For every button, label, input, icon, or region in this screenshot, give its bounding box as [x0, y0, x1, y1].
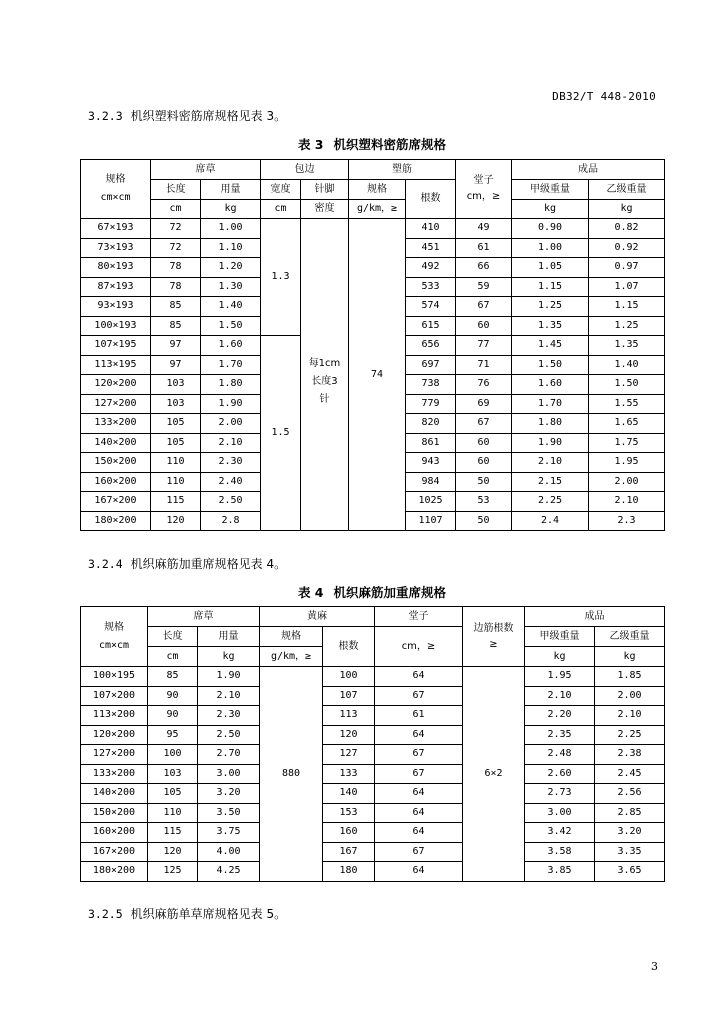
- cell-yi: 1.15: [589, 297, 665, 317]
- cell-spec: 140×200: [81, 433, 151, 453]
- cell-jia: 1.80: [512, 414, 589, 434]
- cell-spec: 150×200: [81, 453, 151, 473]
- cell-gen: 410: [406, 219, 456, 239]
- table3-unit-width: cm: [261, 200, 301, 219]
- cell-tangzi: 60: [456, 316, 512, 336]
- cell-yi: 1.40: [589, 355, 665, 375]
- cell-width-merged: 1.3: [261, 219, 301, 336]
- cell-length: 103: [148, 764, 198, 784]
- table3-caption-label: 表 3: [297, 137, 324, 152]
- table4-unit-guige: g/km，≥: [260, 647, 323, 667]
- cell-usage: 1.30: [201, 277, 261, 297]
- table3-header-spec: [81, 160, 151, 219]
- table4-header-xicao: 席草: [148, 607, 260, 627]
- cell-length: 115: [151, 492, 201, 512]
- cell-jia: 1.70: [512, 394, 589, 414]
- cell-gen: 113: [323, 706, 375, 726]
- cell-spec: 120×200: [81, 725, 148, 745]
- cell-length: 103: [151, 394, 201, 414]
- table4-header-chengpin: 成品: [525, 607, 665, 627]
- cell-length: 110: [151, 453, 201, 473]
- cell-jia: 1.95: [525, 667, 595, 687]
- cell-gen: 820: [406, 414, 456, 434]
- table3-header-jia: 甲级重量: [512, 180, 589, 200]
- cell-yi: 2.56: [595, 784, 665, 804]
- table3-unit-guige: g/km，≥: [349, 200, 406, 219]
- cell-usage: 1.90: [198, 667, 260, 687]
- cell-tangzi: 71: [456, 355, 512, 375]
- cell-spec: 93×193: [81, 297, 151, 317]
- cell-jia: 1.45: [512, 336, 589, 356]
- cell-tangzi: 69: [456, 394, 512, 414]
- section-text: 机织麻筋单草席规格见表 5。: [130, 907, 287, 921]
- cell-gen: 697: [406, 355, 456, 375]
- cell-tangzi: 50: [456, 472, 512, 492]
- cell-jia: 1.25: [512, 297, 589, 317]
- cell-spec: 133×200: [81, 414, 151, 434]
- document-code: DB32/T 448-2010: [552, 90, 656, 103]
- cell-length: 85: [151, 316, 201, 336]
- table3-header-usage: 用量: [201, 180, 261, 200]
- cell-tangzi: 67: [375, 745, 463, 765]
- cell-gen: 656: [406, 336, 456, 356]
- cell-tangzi: 67: [456, 414, 512, 434]
- cell-tangzi: 66: [456, 258, 512, 278]
- cell-usage: 1.00: [201, 219, 261, 239]
- cell-jia: 1.35: [512, 316, 589, 336]
- cell-length: 97: [151, 355, 201, 375]
- cell-yi: 2.10: [595, 706, 665, 726]
- cell-length: 105: [148, 784, 198, 804]
- cell-guige-merged: 880: [260, 667, 323, 882]
- cell-jia: 1.90: [512, 433, 589, 453]
- cell-yi: 1.95: [589, 453, 665, 473]
- cell-length: 78: [151, 258, 201, 278]
- stitch-text: [301, 355, 348, 409]
- section-number: 3.2.4: [88, 557, 123, 571]
- cell-tangzi: 67: [375, 842, 463, 862]
- table3-unit-usage: kg: [201, 200, 261, 219]
- cell-gen: 107: [323, 686, 375, 706]
- cell-length: 78: [151, 277, 201, 297]
- table3-header-xicao: 席草: [151, 160, 261, 180]
- header-unit: cm×cm: [98, 639, 130, 651]
- cell-gen: 140: [323, 784, 375, 804]
- stitch-line: 每1cm: [308, 357, 341, 369]
- cell-jia: 2.4: [512, 511, 589, 531]
- cell-gen: 574: [406, 297, 456, 317]
- cell-jia: 2.73: [525, 784, 595, 804]
- cell-tangzi: 60: [456, 433, 512, 453]
- stitch-line: 针: [319, 393, 330, 405]
- cell-jia: 2.15: [512, 472, 589, 492]
- cell-gen: 1107: [406, 511, 456, 531]
- cell-jia: 3.85: [525, 862, 595, 882]
- table4-header-jia: 甲级重量: [525, 627, 595, 647]
- cell-spec: 127×200: [81, 745, 148, 765]
- cell-jia: 1.05: [512, 258, 589, 278]
- cell-spec: 100×195: [81, 667, 148, 687]
- cell-gen: 153: [323, 803, 375, 823]
- cell-spec: 113×200: [81, 706, 148, 726]
- cell-yi: 0.92: [589, 238, 665, 258]
- cell-jia: 1.50: [512, 355, 589, 375]
- header-unit: cm×cm: [100, 192, 131, 203]
- cell-jia: 1.00: [512, 238, 589, 258]
- cell-yi: 2.00: [595, 686, 665, 706]
- table3-header-baobian: 包边: [261, 160, 349, 180]
- cell-usage: 1.10: [201, 238, 261, 258]
- section-3-2-5: [88, 905, 286, 922]
- cell-tangzi: 67: [375, 764, 463, 784]
- table4-caption-title: 机织麻筋加重席规格: [333, 585, 447, 600]
- cell-tangzi: 77: [456, 336, 512, 356]
- cell-tangzi: 64: [375, 862, 463, 882]
- cell-length: 95: [148, 725, 198, 745]
- cell-tangzi: 53: [456, 492, 512, 512]
- cell-stitch-merged: [301, 219, 349, 531]
- table-row: [81, 667, 665, 687]
- header-label: 堂子: [473, 175, 494, 186]
- cell-jia: 2.10: [525, 686, 595, 706]
- table3-header-width: 宽度: [261, 180, 301, 200]
- cell-yi: 2.00: [589, 472, 665, 492]
- cell-bianjin-merged: 6×2: [463, 667, 525, 882]
- table4-header-huangma: 黄麻: [260, 607, 375, 627]
- table4-caption: [80, 583, 664, 601]
- cell-usage: 1.50: [201, 316, 261, 336]
- cell-spec: 80×193: [81, 258, 151, 278]
- cell-yi: 1.55: [589, 394, 665, 414]
- table3-header-chengpin: 成品: [512, 160, 665, 180]
- header-label: 边筋根数: [473, 622, 514, 634]
- table-row: [81, 764, 665, 784]
- cell-usage: 2.10: [198, 686, 260, 706]
- cell-spec: 167×200: [81, 842, 148, 862]
- table4-header-guige: 规格: [260, 627, 323, 647]
- section-text: 机织塑料密筋席规格见表 3。: [130, 109, 287, 123]
- cell-usage: 4.25: [198, 862, 260, 882]
- cell-length: 90: [148, 686, 198, 706]
- cell-length: 125: [148, 862, 198, 882]
- cell-length: 105: [151, 433, 201, 453]
- cell-spec: 67×193: [81, 219, 151, 239]
- section-text: 机织麻筋加重席规格见表 4。: [130, 557, 287, 571]
- cell-length: 100: [148, 745, 198, 765]
- page-number: 3: [651, 960, 658, 973]
- cell-usage: 2.8: [201, 511, 261, 531]
- cell-tangzi: 50: [456, 511, 512, 531]
- cell-yi: 3.65: [595, 862, 665, 882]
- cell-length: 110: [151, 472, 201, 492]
- cell-tangzi: 67: [375, 686, 463, 706]
- table3-header-tangzi: [456, 160, 512, 219]
- cell-tangzi: 64: [375, 803, 463, 823]
- cell-usage: 2.50: [201, 492, 261, 512]
- cell-length: 105: [151, 414, 201, 434]
- cell-gen: 167: [323, 842, 375, 862]
- cell-yi: 0.97: [589, 258, 665, 278]
- cell-yi: 2.85: [595, 803, 665, 823]
- cell-tangzi: 64: [375, 784, 463, 804]
- table4-header-bianjin: [463, 607, 525, 667]
- table3-header-yi: 乙级重量: [589, 180, 665, 200]
- cell-length: 120: [151, 511, 201, 531]
- table4-header-length: 长度: [148, 627, 198, 647]
- section-3-2-4: [88, 555, 286, 572]
- section-number: 3.2.5: [88, 907, 123, 921]
- cell-length: 85: [151, 297, 201, 317]
- cell-gen: 533: [406, 277, 456, 297]
- cell-spec: 107×195: [81, 336, 151, 356]
- cell-spec: 150×200: [81, 803, 148, 823]
- table4-header-spec: [81, 607, 148, 667]
- table3-unit-length: cm: [151, 200, 201, 219]
- section-number: 3.2.3: [88, 109, 123, 123]
- cell-gen: 160: [323, 823, 375, 843]
- cell-spec: 100×193: [81, 316, 151, 336]
- cell-yi: 2.38: [595, 745, 665, 765]
- cell-spec: 180×200: [81, 511, 151, 531]
- cell-length: 72: [151, 238, 201, 258]
- cell-spec: 113×195: [81, 355, 151, 375]
- cell-yi: 1.07: [589, 277, 665, 297]
- cell-spec: 180×200: [81, 862, 148, 882]
- table-row: [81, 745, 665, 765]
- cell-length: 72: [151, 219, 201, 239]
- cell-tangzi: 64: [375, 823, 463, 843]
- cell-spec: 127×200: [81, 394, 151, 414]
- cell-yi: 1.75: [589, 433, 665, 453]
- table3-unit-jia: kg: [512, 200, 589, 219]
- header-label: 规格: [104, 621, 124, 633]
- table3-header-stitch: 针脚: [301, 180, 349, 200]
- cell-gen: 738: [406, 375, 456, 395]
- cell-jia: 3.00: [525, 803, 595, 823]
- table-row: [81, 725, 665, 745]
- table3-header-gen: 根数: [406, 180, 456, 219]
- cell-spec: 87×193: [81, 277, 151, 297]
- cell-gen: 120: [323, 725, 375, 745]
- cell-gen: 492: [406, 258, 456, 278]
- table3-header-sujin: 塑筋: [349, 160, 456, 180]
- cell-yi: 2.3: [589, 511, 665, 531]
- cell-spec: 107×200: [81, 686, 148, 706]
- cell-guige-merged: 74: [349, 219, 406, 531]
- table-row: [81, 862, 665, 882]
- cell-width-merged: 1.5: [261, 336, 301, 531]
- table4-header-tangzi: 堂子: [375, 607, 463, 627]
- cell-gen: 451: [406, 238, 456, 258]
- header-label: 规格: [105, 174, 126, 185]
- cell-jia: 2.35: [525, 725, 595, 745]
- table3-header-guige: 规格: [349, 180, 406, 200]
- cell-yi: 2.25: [595, 725, 665, 745]
- cell-yi: 1.65: [589, 414, 665, 434]
- table4-unit-length: cm: [148, 647, 198, 667]
- cell-tangzi: 61: [456, 238, 512, 258]
- table-row: [81, 823, 665, 843]
- table-row: [81, 842, 665, 862]
- section-3-2-3: [88, 107, 286, 124]
- cell-usage: 2.00: [201, 414, 261, 434]
- table3-caption: [80, 135, 664, 153]
- cell-usage: 2.10: [201, 433, 261, 453]
- cell-usage: 1.60: [201, 336, 261, 356]
- table4-header-usage: 用量: [198, 627, 260, 647]
- cell-yi: 3.35: [595, 842, 665, 862]
- cell-length: 103: [151, 375, 201, 395]
- cell-jia: 1.60: [512, 375, 589, 395]
- table4-unit-tangzi: cm，≥: [375, 627, 463, 667]
- cell-yi: 1.25: [589, 316, 665, 336]
- cell-tangzi: 60: [456, 453, 512, 473]
- cell-length: 115: [148, 823, 198, 843]
- cell-jia: 2.60: [525, 764, 595, 784]
- cell-usage: 3.50: [198, 803, 260, 823]
- table-row: [81, 803, 665, 823]
- cell-yi: 1.85: [595, 667, 665, 687]
- table-row: [81, 706, 665, 726]
- cell-length: 97: [151, 336, 201, 356]
- header-unit: ≥: [489, 638, 498, 650]
- cell-yi: 1.50: [589, 375, 665, 395]
- cell-usage: 2.70: [198, 745, 260, 765]
- table4: [80, 606, 665, 882]
- cell-usage: 3.75: [198, 823, 260, 843]
- cell-tangzi: 49: [456, 219, 512, 239]
- cell-yi: 3.20: [595, 823, 665, 843]
- cell-jia: 2.10: [512, 453, 589, 473]
- cell-tangzi: 76: [456, 375, 512, 395]
- cell-gen: 180: [323, 862, 375, 882]
- cell-gen: 861: [406, 433, 456, 453]
- cell-spec: 167×200: [81, 492, 151, 512]
- cell-tangzi: 64: [375, 667, 463, 687]
- table4-unit-yi: kg: [595, 647, 665, 667]
- header-unit: cm，≥: [466, 191, 501, 202]
- cell-spec: 120×200: [81, 375, 151, 395]
- cell-jia: 2.25: [512, 492, 589, 512]
- cell-length: 120: [148, 842, 198, 862]
- stitch-line: 长度3: [311, 375, 338, 387]
- cell-tangzi: 59: [456, 277, 512, 297]
- table3-unit-yi: kg: [589, 200, 665, 219]
- cell-usage: 1.20: [201, 258, 261, 278]
- cell-usage: 2.40: [201, 472, 261, 492]
- cell-usage: 2.50: [198, 725, 260, 745]
- table4-caption-label: 表 4: [297, 585, 324, 600]
- cell-spec: 140×200: [81, 784, 148, 804]
- cell-usage: 1.90: [201, 394, 261, 414]
- cell-jia: 0.90: [512, 219, 589, 239]
- cell-spec: 160×200: [81, 472, 151, 492]
- cell-yi: 1.35: [589, 336, 665, 356]
- cell-spec: 133×200: [81, 764, 148, 784]
- cell-gen: 615: [406, 316, 456, 336]
- cell-usage: 3.20: [198, 784, 260, 804]
- cell-tangzi: 61: [375, 706, 463, 726]
- cell-jia: 2.20: [525, 706, 595, 726]
- cell-gen: 984: [406, 472, 456, 492]
- table4-unit-usage: kg: [198, 647, 260, 667]
- cell-jia: 3.58: [525, 842, 595, 862]
- cell-jia: 2.48: [525, 745, 595, 765]
- table3-caption-title: 机织塑料密筋席规格: [333, 137, 447, 152]
- cell-length: 90: [148, 706, 198, 726]
- table4-header-yi: 乙级重量: [595, 627, 665, 647]
- table3: [80, 159, 665, 531]
- table-row: [81, 219, 665, 239]
- cell-yi: 2.10: [589, 492, 665, 512]
- table-row: [81, 784, 665, 804]
- cell-spec: 160×200: [81, 823, 148, 843]
- cell-length: 85: [148, 667, 198, 687]
- cell-usage: 1.70: [201, 355, 261, 375]
- cell-yi: 0.82: [589, 219, 665, 239]
- cell-spec: 73×193: [81, 238, 151, 258]
- cell-usage: 2.30: [201, 453, 261, 473]
- cell-usage: 2.30: [198, 706, 260, 726]
- cell-jia: 3.42: [525, 823, 595, 843]
- table4-header-gen: 根数: [323, 627, 375, 667]
- cell-jia: 1.15: [512, 277, 589, 297]
- cell-gen: 943: [406, 453, 456, 473]
- table3-header-stitch2: 密度: [301, 200, 349, 219]
- cell-usage: 3.00: [198, 764, 260, 784]
- cell-yi: 2.45: [595, 764, 665, 784]
- cell-gen: 779: [406, 394, 456, 414]
- cell-gen: 1025: [406, 492, 456, 512]
- cell-usage: 1.40: [201, 297, 261, 317]
- cell-length: 110: [148, 803, 198, 823]
- cell-usage: 1.80: [201, 375, 261, 395]
- cell-tangzi: 67: [456, 297, 512, 317]
- table3-header-length: 长度: [151, 180, 201, 200]
- cell-usage: 4.00: [198, 842, 260, 862]
- cell-gen: 127: [323, 745, 375, 765]
- table-row: [81, 686, 665, 706]
- cell-tangzi: 64: [375, 725, 463, 745]
- cell-gen: 133: [323, 764, 375, 784]
- cell-gen: 100: [323, 667, 375, 687]
- table4-unit-jia: kg: [525, 647, 595, 667]
